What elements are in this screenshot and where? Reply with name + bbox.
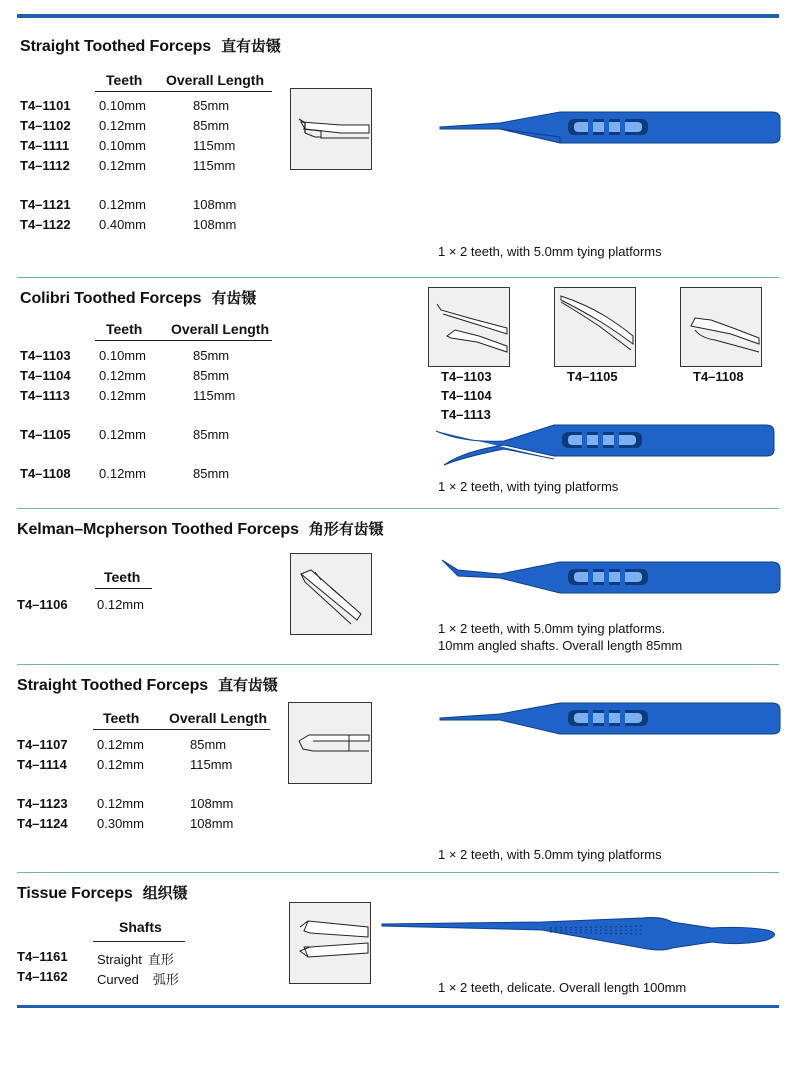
shaft-label: Curved	[97, 972, 139, 987]
product-code: T4–1107	[17, 737, 68, 752]
straight-forceps-image	[440, 105, 790, 165]
section-divider	[17, 508, 779, 509]
section-title: Tissue Forceps 组织镊	[17, 884, 188, 902]
teeth-value: 0.12mm	[99, 368, 146, 383]
length-value: 85mm	[193, 98, 230, 113]
length-value: 108mm	[193, 217, 237, 232]
section-divider	[17, 872, 779, 873]
teeth-value: 0.12mm	[99, 197, 146, 212]
product-code: T4–1122	[20, 217, 71, 232]
col-header-length: Overall Length	[169, 710, 268, 726]
product-code: T4–1102	[20, 118, 71, 133]
teeth-value: 0.12mm	[99, 466, 146, 481]
col-header-shafts: Shafts	[119, 919, 162, 935]
product-code: T4–1161	[17, 949, 68, 964]
col-header-length: Overall Length	[166, 72, 265, 88]
angled-tip-icon	[291, 554, 371, 634]
teeth-value: 0.12mm	[97, 737, 144, 752]
picture-code: T4–1113	[441, 407, 491, 422]
section-title: Kelman–Mcpherson Toothed Forceps 角形有齿镊	[17, 520, 384, 538]
product-code: T4–1123	[17, 796, 68, 811]
shaft-value	[97, 969, 179, 988]
teeth-value: 0.12mm	[99, 427, 146, 442]
product-code: T4–1112	[20, 158, 70, 173]
length-value: 115mm	[193, 388, 236, 403]
curved-tip-icon	[555, 288, 635, 366]
tip-detail-image	[290, 88, 372, 170]
length-value: 85mm	[190, 737, 227, 752]
section-divider	[17, 277, 779, 278]
col-header-teeth: Teeth	[104, 569, 141, 585]
header-rule	[93, 729, 270, 730]
section-title: Colibri Toothed Forceps 有齿镊	[20, 289, 257, 307]
teeth-value: 0.10mm	[99, 98, 146, 113]
length-value: 85mm	[193, 118, 230, 133]
product-code: T4–1103	[20, 348, 71, 363]
length-value: 108mm	[190, 796, 234, 811]
teeth-value: 0.10mm	[99, 348, 146, 363]
length-value: 108mm	[193, 197, 237, 212]
product-code: T4–1121	[20, 197, 71, 212]
length-value: 115mm	[193, 158, 236, 173]
header-rule	[95, 340, 272, 341]
straight-tip-icon	[289, 703, 371, 783]
instrument-caption: 1 × 2 teeth, delicate. Overall length 100mm	[438, 980, 687, 995]
length-value: 85mm	[193, 427, 230, 442]
product-code: T4–1101	[20, 98, 71, 113]
tip-detail-image-2	[554, 287, 636, 367]
section-title: Straight Toothed Forceps 直有齿镊	[20, 37, 281, 55]
section-divider	[17, 664, 779, 665]
header-rule	[95, 91, 272, 92]
length-value: 85mm	[193, 466, 230, 481]
header-rule	[95, 588, 152, 589]
shaft-value	[97, 949, 174, 968]
product-code: T4–1108	[20, 466, 71, 481]
shaft-label: Straight	[97, 952, 142, 967]
straight-tip-icon	[291, 89, 371, 169]
picture-code: T4–1108	[693, 369, 744, 384]
length-value: 108mm	[190, 816, 234, 831]
product-code: T4–1113	[20, 388, 70, 403]
product-code: T4–1106	[17, 597, 68, 612]
col-header-length: Overall Length	[171, 321, 270, 337]
picture-code: T4–1105	[567, 369, 618, 384]
tip-detail-image	[289, 902, 371, 984]
teeth-value: 0.12mm	[99, 158, 146, 173]
product-code: T4–1104	[20, 368, 71, 383]
teeth-value: 0.12mm	[97, 597, 144, 612]
tip-detail-image-1	[428, 287, 510, 367]
product-code: T4–1162	[17, 969, 68, 984]
teeth-value: 0.12mm	[99, 118, 146, 133]
tip-detail-image	[288, 702, 372, 784]
teeth-value: 0.10mm	[99, 138, 146, 153]
col-header-teeth: Teeth	[103, 710, 140, 726]
product-code: T4–1111	[20, 138, 70, 153]
angled-forceps-image	[440, 548, 790, 608]
top-rule	[17, 14, 779, 18]
section-title: Straight Toothed Forceps 直有齿镊	[17, 676, 278, 694]
length-value: 85mm	[193, 348, 230, 363]
bottom-rule	[17, 1005, 779, 1008]
instrument-caption-line-1: 1 × 2 teeth, with 5.0mm tying platforms.	[438, 621, 666, 636]
picture-code: T4–1104	[441, 388, 492, 403]
colibri-tip-icon	[681, 288, 761, 366]
tip-detail-image-3	[680, 287, 762, 367]
teeth-value: 0.12mm	[99, 388, 146, 403]
straight-forceps-image	[440, 690, 790, 750]
tissue-forceps-image	[382, 916, 792, 966]
teeth-value: 0.30mm	[97, 816, 144, 831]
col-header-teeth: Teeth	[106, 72, 143, 88]
product-code: T4–1105	[20, 427, 71, 442]
picture-code: T4–1103	[441, 369, 492, 384]
length-value: 115mm	[190, 757, 233, 772]
length-value: 115mm	[193, 138, 236, 153]
instrument-caption-line-2: 10mm angled shafts. Overall length 85mm	[438, 638, 683, 653]
colibri-forceps-image	[434, 417, 784, 477]
teeth-value: 0.12mm	[97, 757, 144, 772]
product-code: T4–1114	[17, 757, 67, 772]
teeth-value: 0.40mm	[99, 217, 146, 232]
shaft-label-cn: 弧形	[152, 973, 179, 988]
instrument-caption: 1 × 2 teeth, with 5.0mm tying platforms	[438, 847, 662, 862]
tip-detail-image	[290, 553, 372, 635]
col-header-teeth: Teeth	[106, 321, 143, 337]
length-value: 85mm	[193, 368, 230, 383]
header-rule	[93, 941, 185, 942]
instrument-caption: 1 × 2 teeth, with 5.0mm tying platforms	[438, 244, 662, 259]
shaft-label-cn: 直形	[147, 953, 174, 968]
instrument-caption: 1 × 2 teeth, with tying platforms	[438, 479, 619, 494]
angled-tip-icon	[429, 288, 509, 366]
product-code: T4–1124	[17, 816, 68, 831]
teeth-value: 0.12mm	[97, 796, 144, 811]
tissue-tip-icon	[290, 903, 370, 983]
